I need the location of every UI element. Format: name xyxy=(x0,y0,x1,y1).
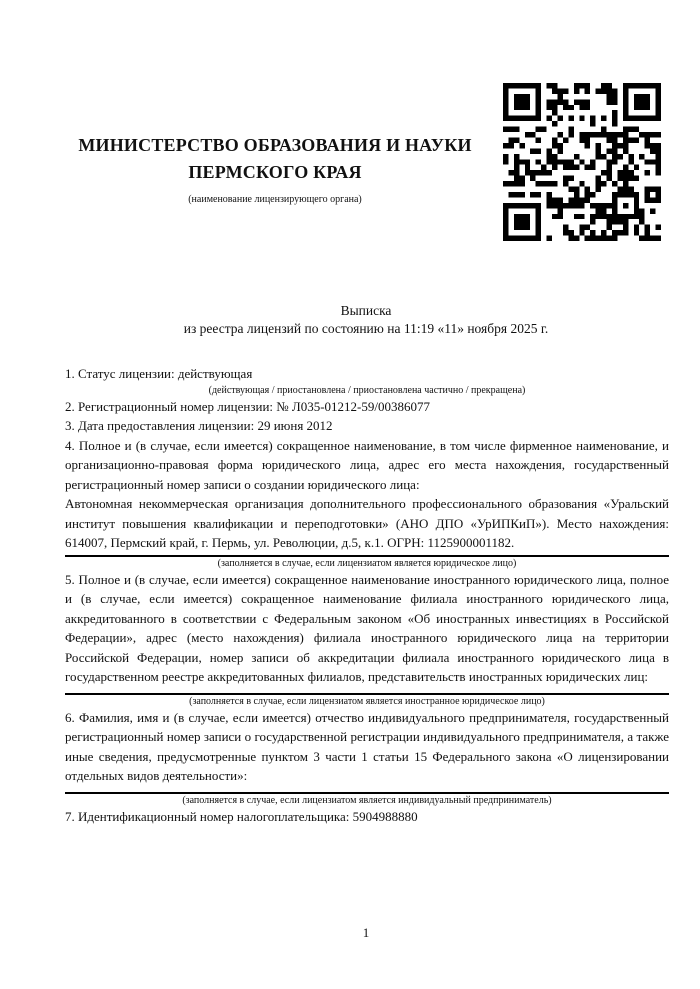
license-status-line: 1. Статус лицензии: действующая xyxy=(65,366,253,381)
org-name-line1: МИНИСТЕРСТВО ОБРАЗОВАНИЯ И НАУКИ xyxy=(78,135,472,155)
org-name-line2: ПЕРМСКОГО КРАЯ xyxy=(188,162,362,182)
entrepreneur-heading: 6. Фамилия, имя и (в случае, если имеется) отчество индивидуального предпринимателя, государственный регистрационный номер записи о государственной регистрации индивидуального предпринимателя, а также иные сведения, предусмотренные пунктом 3 части 1 статьи 15 Федерального закона «О лицензировании отдельных видов деятельности»: xyxy=(65,709,669,783)
page-number: 1 xyxy=(362,925,370,940)
license-status-options-caption: (действующая / приостановлена / приостановлена частично / прекращена) xyxy=(208,384,526,396)
document-title-block xyxy=(65,302,667,337)
qr-code-icon xyxy=(503,83,661,241)
document-subtitle: из реестра лицензий по состоянию на 11:19 «11» ноября 2025 г. xyxy=(183,320,549,336)
foreign-entity-caption: (заполняется в случае, если лицензиатом является иностранное юридическое лицо) xyxy=(189,695,545,707)
license-date-line: 3. Дата предоставления лицензии: 29 июня 2012 xyxy=(65,418,333,433)
licensing-authority-header xyxy=(65,132,485,206)
org-name-caption: (наименование лицензирующего органа) xyxy=(188,194,362,205)
document-title: Выписка xyxy=(340,303,392,318)
foreign-entity-heading: 5. Полное и (в случае, если имеется) сокращенное наименование иностранного юридического лица, полное и (в случае, если имеется) сокращенное наименование филиала иностранного юридического лица, аккредитованного в соответствии с Федеральным законом «Об иностранных инвестициях в Российской Федерации», адрес (место нахождения) филиала иностранного юридического лица на территории Российской Федерации, номер записи об аккредитации филиала иностранного юридического лица в государственном реестре аккредитованных филиалов, представительств иностранных юридических лиц: xyxy=(65,571,669,684)
legal-entity-caption: (заполняется в случае, если лицензиатом является юридическое лицо) xyxy=(217,557,517,569)
legal-entity-heading: 4. Полное и (в случае, если имеется) сокращенное наименование, в том числе фирменное наименование, и организационно-правовая форма юридического лица, адрес его места нахождения, государственный регистрационный номер записи о создании юридического лица: xyxy=(65,437,669,492)
registration-number-line: 2. Регистрационный номер лицензии: № Л035-01212-59/00386077 xyxy=(65,398,431,414)
entrepreneur-caption: (заполняется в случае, если лицензиатом является индивидуальный предприниматель) xyxy=(182,794,552,806)
document-body xyxy=(65,364,669,826)
taxpayer-number-line: 7. Идентификационный номер налогоплательщика: 5904988880 xyxy=(65,808,418,824)
legal-entity-value: Автономная некоммерческая организация дополнительного профессионального образования «Уральский институт повышения квалификации и переподготовки» (АНО ДПО «УрИПКиП»). Место нахождения: 614007, Пермский край, г. Пермь, ул. Революции, д.5, к.1. ОГРН: 1125900001182. xyxy=(65,496,669,550)
